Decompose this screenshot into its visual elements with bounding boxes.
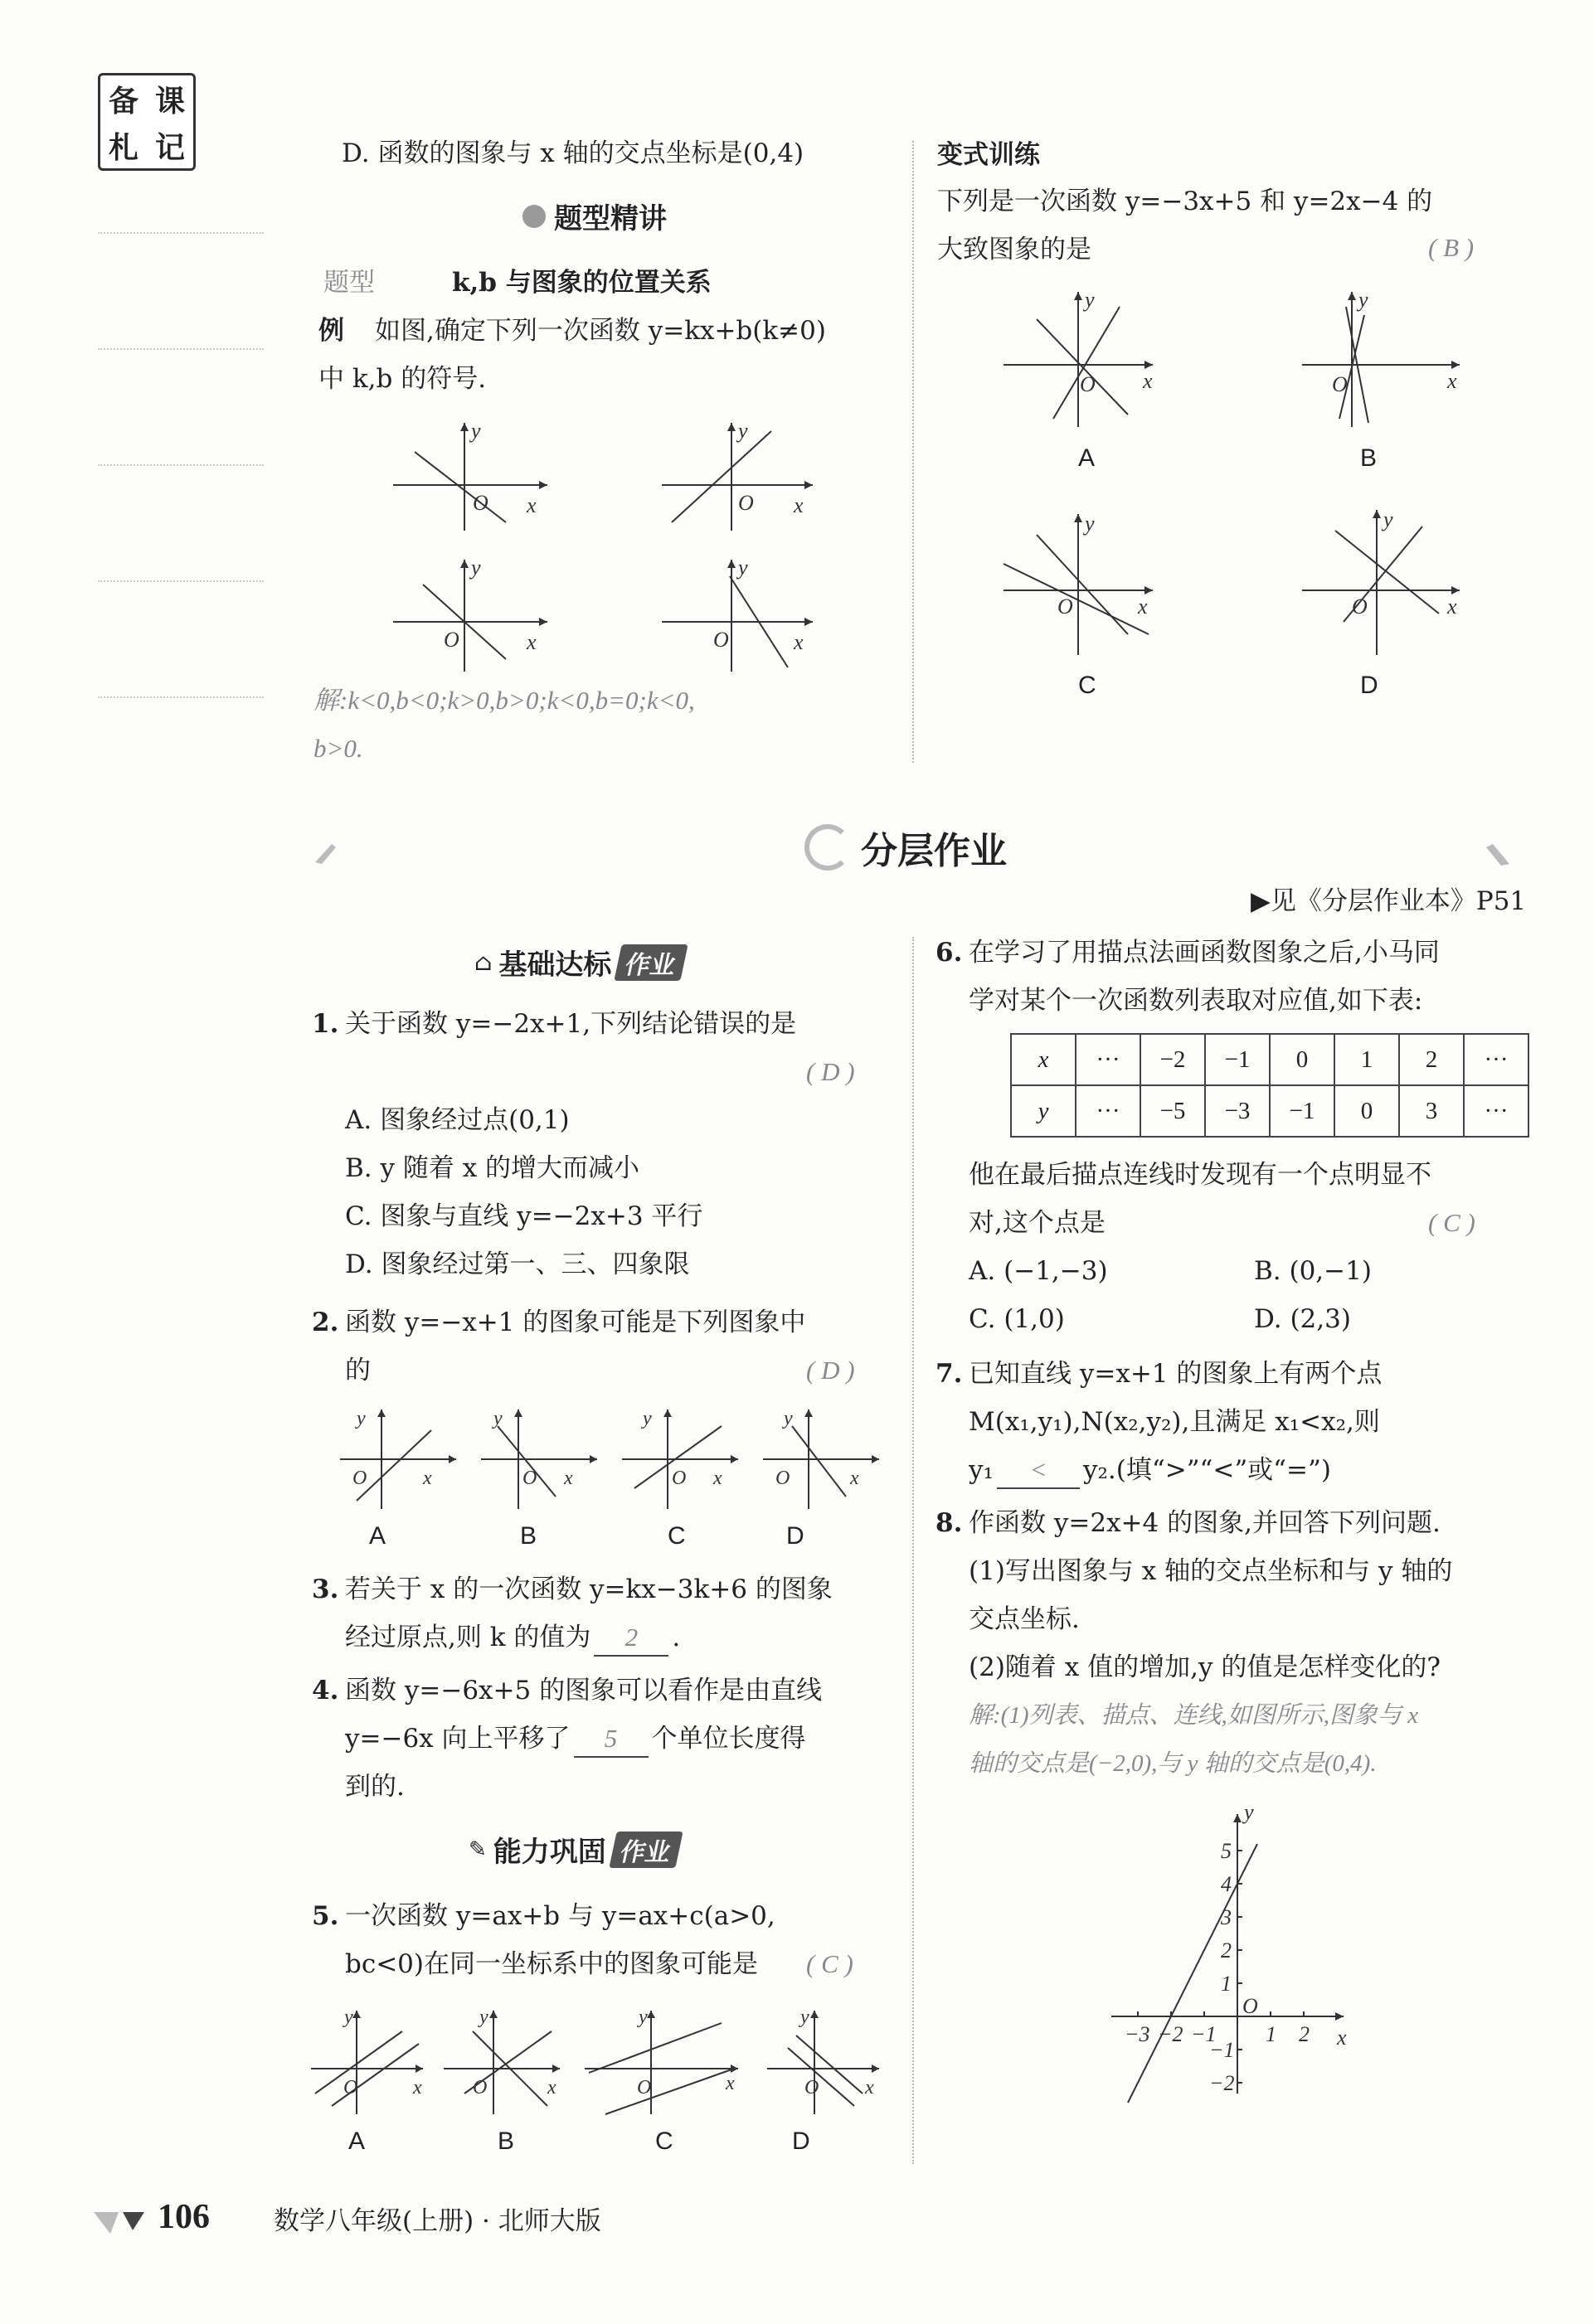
q2-option-graphs xyxy=(332,1401,896,1517)
svg-text:O: O xyxy=(713,628,729,652)
svg-text:x: x xyxy=(850,1468,859,1489)
stamp-char: 课 xyxy=(154,83,185,119)
table-cell: −5 xyxy=(1140,1085,1205,1137)
swirl-icon xyxy=(804,824,851,871)
choice: D. 图象经过第一、三、四象限 xyxy=(345,1249,690,1279)
section-header xyxy=(804,821,1007,874)
table-row xyxy=(1011,1034,1528,1085)
margin-line xyxy=(98,232,264,234)
table-cell: −3 xyxy=(1205,1085,1270,1137)
svg-text:x: x xyxy=(547,2077,556,2098)
ability-heading: 能力巩固 xyxy=(493,1836,606,1869)
y-tick-label: 1 xyxy=(1221,1972,1232,1996)
table-cell: x xyxy=(1011,1034,1076,1085)
choice: D. (2,3) xyxy=(1254,1304,1351,1334)
x-tick-label: −1 xyxy=(1191,2022,1217,2046)
question-text: 他在最后描点连线时发现有一个点明显不 xyxy=(969,1160,1431,1190)
column-divider xyxy=(912,937,914,2164)
option-label: B xyxy=(520,1522,537,1550)
svg-text:y: y xyxy=(639,2006,648,2028)
stamp-char: 备 xyxy=(108,83,139,119)
question-text: 若关于 x 的一次函数 y=kx−3k+6 的图象 xyxy=(345,1574,833,1604)
topic-tag: 题型 xyxy=(323,268,375,298)
option-label: C xyxy=(668,1522,686,1550)
variant-heading: 变式训练 xyxy=(937,140,1040,170)
svg-text:O: O xyxy=(1080,372,1096,396)
table-cell: −2 xyxy=(1140,1034,1205,1085)
svg-text:y: y xyxy=(1358,288,1368,312)
choice: A. 图象经过点(0,1) xyxy=(345,1105,570,1135)
variant-question: 大致图象的是 xyxy=(937,235,1091,264)
svg-text:x: x xyxy=(794,493,804,517)
x-tick-label: 1 xyxy=(1266,2022,1276,2046)
choice: C. (1,0) xyxy=(969,1304,1065,1334)
homework-badge: 作业 xyxy=(615,944,688,981)
svg-text:x: x xyxy=(1447,369,1457,393)
solution-line: 轴的交点是(−2,0),与 y 轴的交点是(0,4). xyxy=(969,1750,1377,1777)
x-tick-label: −3 xyxy=(1125,2022,1150,2046)
homework-badge: 作业 xyxy=(609,1832,683,1868)
question-text: 函数 y=−6x+5 的图象可以看作是由直线 xyxy=(345,1676,823,1705)
question-number: 3. xyxy=(312,1574,339,1604)
question-text: 到的. xyxy=(345,1772,405,1802)
value-table xyxy=(1010,1033,1529,1138)
x-tick-label: 2 xyxy=(1299,2022,1310,2046)
svg-text:O: O xyxy=(775,1468,790,1489)
solution-line: 解:(1)列表、描点、连线,如图所示,图象与 x xyxy=(969,1702,1419,1729)
y-tick-label: 5 xyxy=(1221,1839,1232,1863)
book-title: 数学八年级(上册) · 北师大版 xyxy=(274,2206,601,2236)
svg-text:O: O xyxy=(738,491,754,515)
table-cell: 1 xyxy=(1334,1034,1399,1085)
y-tick-label: −2 xyxy=(1209,2071,1235,2095)
question-answer: ( D ) xyxy=(806,1057,855,1086)
svg-text:y: y xyxy=(738,419,748,443)
graph-ylabel: y xyxy=(1244,1800,1254,1824)
question-text: M(x₁,y₁),N(x₂,y₂),且满足 x₁<x₂,则 xyxy=(969,1407,1380,1437)
table-cell: 0 xyxy=(1334,1085,1399,1137)
option-label: B xyxy=(1360,444,1378,472)
question-number: 7. xyxy=(936,1359,963,1389)
svg-text:x: x xyxy=(1143,369,1153,393)
question-number: 1. xyxy=(312,1009,339,1039)
choice: C. 图象与直线 y=−2x+3 平行 xyxy=(345,1201,703,1231)
svg-text:O: O xyxy=(473,2077,488,2098)
graph-xlabel: x xyxy=(1337,2026,1347,2050)
question-text: 的 xyxy=(345,1356,371,1385)
fill-answer: 2 xyxy=(594,1620,668,1657)
column-divider xyxy=(912,141,914,763)
svg-text:y: y xyxy=(800,2006,809,2028)
table-cell: ··· xyxy=(1464,1034,1528,1085)
svg-text:y: y xyxy=(1383,507,1393,531)
variant-question: 下列是一次函数 y=−3x+5 和 y=2x−4 的 xyxy=(937,187,1433,216)
footer-decoration xyxy=(90,2205,148,2222)
fill-suffix: 个单位长度得 xyxy=(651,1724,806,1754)
question-text: 交点坐标. xyxy=(969,1604,1080,1634)
section-title-box xyxy=(522,196,667,236)
question-text: 学对某个一次函数列表取对应值,如下表: xyxy=(969,986,1423,1016)
option-label: C xyxy=(655,2128,673,2155)
option-label: A xyxy=(369,1522,386,1550)
choice: B. (0,−1) xyxy=(1254,1256,1372,1286)
margin-line xyxy=(98,348,264,350)
question-text: 在学习了用描点法画函数图象之后,小马同 xyxy=(969,938,1440,968)
svg-text:x: x xyxy=(1447,594,1457,619)
q5-option-graphs xyxy=(307,1998,887,2123)
stamp-char: 札 xyxy=(108,129,139,165)
question-text: 一次函数 y=ax+b 与 y=ax+c(a>0, xyxy=(345,1901,775,1931)
section-header-title: 分层作业 xyxy=(861,830,1007,872)
variant-answer: ( B ) xyxy=(1428,233,1475,262)
question-number: 4. xyxy=(312,1676,339,1705)
choice: B. y 随着 x 的增大而减小 xyxy=(345,1153,640,1183)
table-cell: 2 xyxy=(1399,1034,1464,1085)
question-answer: ( C ) xyxy=(806,1949,853,1978)
fill-answer: < xyxy=(997,1453,1080,1489)
house-icon: ⌂ xyxy=(474,949,493,976)
svg-text:O: O xyxy=(343,2077,358,2098)
table-cell: ··· xyxy=(1076,1085,1140,1137)
y-tick-label: 2 xyxy=(1221,1938,1232,1963)
svg-text:O: O xyxy=(637,2077,652,2098)
svg-text:O: O xyxy=(672,1468,687,1489)
y-tick-label: −1 xyxy=(1209,2038,1235,2062)
basic-heading: 基础达标 xyxy=(498,949,612,982)
svg-text:x: x xyxy=(794,630,804,654)
option-d-text: D. 函数的图象与 x 轴的交点坐标是(0,4) xyxy=(342,138,804,168)
svg-text:y: y xyxy=(1085,512,1095,536)
svg-text:x: x xyxy=(713,1468,722,1489)
question-answer: ( D ) xyxy=(806,1356,855,1385)
margin-line xyxy=(98,696,264,698)
svg-text:x: x xyxy=(527,630,537,654)
svg-text:x: x xyxy=(1138,594,1148,619)
svg-text:O: O xyxy=(1332,372,1348,396)
fill-prefix: y=−6x 向上平移了 xyxy=(345,1724,571,1754)
choice: A. (−1,−3) xyxy=(969,1256,1108,1286)
ability-heading-box xyxy=(469,1829,679,1870)
svg-text:y: y xyxy=(784,1408,793,1429)
y-tick-label: 4 xyxy=(1221,1872,1232,1896)
question-number: 6. xyxy=(936,938,963,968)
table-cell: ··· xyxy=(1076,1034,1140,1085)
solution-line: 解:k<0,b<0;k>0,b>0;k<0,b=0;k<0, xyxy=(313,686,695,715)
margin-line xyxy=(98,464,264,466)
question-text: 关于函数 y=−2x+1,下列结论错误的是 xyxy=(345,1009,797,1039)
option-label: A xyxy=(348,2128,366,2155)
svg-text:y: y xyxy=(493,1408,503,1429)
stamp-char: 记 xyxy=(154,129,185,165)
fill-suffix: y₂.(填“>”“<”或“=”) xyxy=(1082,1455,1331,1485)
svg-text:O: O xyxy=(352,1468,367,1489)
svg-text:O: O xyxy=(473,491,488,515)
svg-text:y: y xyxy=(344,2006,353,2028)
question-text: (1)写出图象与 x 轴的交点坐标和与 y 轴的 xyxy=(969,1556,1453,1586)
question-fill-line xyxy=(345,1721,806,1758)
notes-stamp xyxy=(98,73,196,171)
svg-text:y: y xyxy=(471,556,481,580)
table-cell: ··· xyxy=(1464,1085,1528,1137)
solution-line: b>0. xyxy=(313,734,363,763)
table-row xyxy=(1011,1085,1528,1137)
linear-function-graph xyxy=(1095,1799,1360,2114)
table-cell: −1 xyxy=(1270,1085,1334,1137)
question-text: 对,这个点是 xyxy=(969,1208,1106,1238)
table-cell: 0 xyxy=(1270,1034,1334,1085)
fill-prefix: y₁ xyxy=(969,1455,994,1485)
svg-text:y: y xyxy=(643,1408,652,1429)
question-number: 8. xyxy=(936,1508,963,1538)
svg-text:x: x xyxy=(423,1468,432,1489)
page-number: 106 xyxy=(158,2198,210,2236)
question-fill-line xyxy=(969,1453,1331,1489)
table-cell: −1 xyxy=(1205,1034,1270,1085)
fill-suffix: . xyxy=(672,1623,681,1652)
basic-heading-box xyxy=(474,942,684,982)
x-tick-label: −2 xyxy=(1158,2022,1183,2046)
svg-text:y: y xyxy=(479,2006,488,2028)
lecture-icon xyxy=(522,205,546,228)
leaf-icon: ✎ xyxy=(469,1836,487,1862)
option-label: C xyxy=(1078,672,1096,699)
table-cell: 3 xyxy=(1399,1085,1464,1137)
svg-text:O: O xyxy=(522,1468,537,1489)
fill-answer: 5 xyxy=(574,1721,649,1758)
question-answer: ( C ) xyxy=(1428,1208,1475,1237)
svg-text:x: x xyxy=(726,2073,735,2094)
svg-text:y: y xyxy=(471,419,481,443)
svg-text:O: O xyxy=(804,2077,819,2098)
option-label: D xyxy=(792,2128,810,2155)
option-label: D xyxy=(786,1522,804,1550)
svg-text:y: y xyxy=(1085,288,1095,312)
option-label: D xyxy=(1360,672,1378,699)
svg-text:x: x xyxy=(527,493,537,517)
svg-text:x: x xyxy=(564,1468,573,1489)
graph-origin: O xyxy=(1242,1994,1258,2018)
example-label: 例 xyxy=(318,316,344,346)
svg-text:x: x xyxy=(865,2077,874,2098)
topic-title: k,b 与图象的位置关系 xyxy=(452,268,712,298)
question-text: 函数 y=−x+1 的图象可能是下列图象中 xyxy=(345,1308,806,1337)
option-label: B xyxy=(498,2128,515,2155)
section-title: 题型精讲 xyxy=(554,202,667,235)
question-fill-line xyxy=(345,1620,680,1657)
question-text: 作函数 y=2x+4 的图象,并回答下列问题. xyxy=(969,1508,1441,1538)
question-number: 5. xyxy=(312,1901,339,1931)
option-label: A xyxy=(1078,444,1096,472)
question-text: bc<0)在同一坐标系中的图象可能是 xyxy=(345,1949,758,1979)
fill-prefix: 经过原点,则 k 的值为 xyxy=(345,1623,591,1652)
variant-option-graphs xyxy=(987,282,1485,663)
question-text: (2)随着 x 值的增加,y 的值是怎样变化的? xyxy=(969,1652,1441,1682)
svg-text:y: y xyxy=(738,556,748,580)
example-line: 如图,确定下列一次函数 y=kx+b(k≠0) xyxy=(375,316,826,346)
svg-text:x: x xyxy=(413,2077,422,2098)
y-tick-label: 3 xyxy=(1221,1905,1232,1929)
svg-text:O: O xyxy=(444,628,459,652)
svg-text:O: O xyxy=(1352,594,1368,619)
svg-text:O: O xyxy=(1057,594,1073,619)
table-cell: y xyxy=(1011,1085,1076,1137)
example-line: 中 k,b 的符号. xyxy=(318,364,487,394)
question-text: 已知直线 y=x+1 的图象上有两个点 xyxy=(969,1359,1383,1389)
workbook-reference: ▶见《分层作业本》P51 xyxy=(1251,886,1527,916)
question-number: 2. xyxy=(312,1308,339,1337)
example-graphs xyxy=(381,415,846,688)
margin-line xyxy=(98,580,264,582)
svg-text:y: y xyxy=(357,1408,366,1429)
